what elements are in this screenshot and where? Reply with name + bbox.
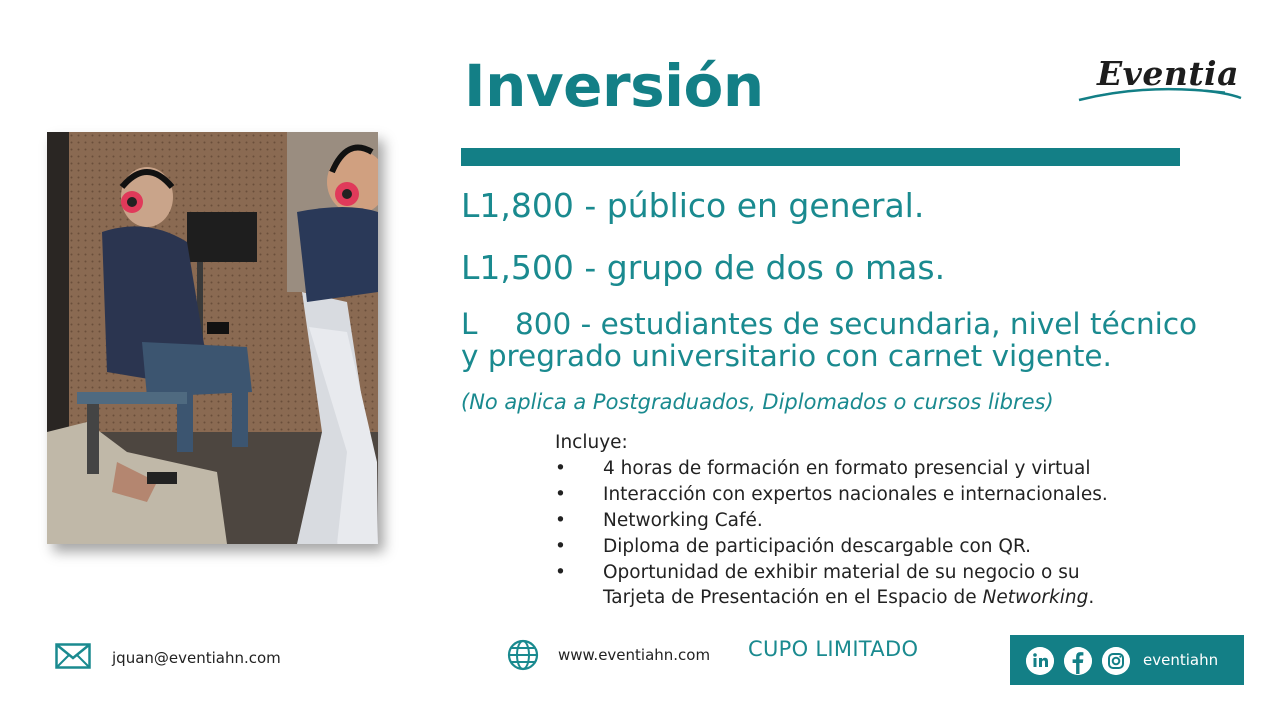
- include-item-text: Oportunidad de exhibir material de su negocio o su: [603, 562, 1080, 583]
- price-students: [461, 308, 1197, 372]
- include-item-text: Diploma de participación descargable con QR.: [603, 536, 1032, 557]
- networking-emphasis: Networking: [982, 587, 1089, 608]
- include-item-text: Tarjeta de Presentación en el Espacio de: [603, 587, 983, 608]
- bullet: •: [555, 562, 566, 583]
- include-item-text: Networking Café.: [603, 510, 763, 531]
- social-handle[interactable]: eventiahn: [1143, 651, 1219, 669]
- social-bar: [1010, 635, 1244, 685]
- includes-heading: Incluye:: [555, 432, 628, 453]
- price-students-line1: L 800 - estudiantes de secundaria, nivel técnico: [461, 307, 1198, 341]
- globe-icon: [507, 639, 539, 671]
- price-group: L1,500 - grupo de dos o mas.: [461, 248, 946, 287]
- title-divider-bar: [461, 148, 1180, 166]
- facebook-icon[interactable]: [1064, 647, 1092, 675]
- contact-email[interactable]: jquan@eventiahn.com: [112, 649, 281, 667]
- logo-text: Eventia: [1097, 54, 1239, 93]
- bullet: •: [555, 510, 566, 531]
- event-photo: [47, 132, 378, 544]
- bullet: •: [555, 536, 566, 557]
- linkedin-icon[interactable]: [1026, 647, 1054, 675]
- price-general: L1,800 - público en general.: [461, 186, 925, 225]
- bullet: •: [555, 458, 566, 479]
- include-item-text: 4 horas de formación en formato presencial y virtual: [603, 458, 1091, 479]
- cupo-limitado-label: CUPO LIMITADO: [748, 637, 919, 661]
- include-item-text: Interacción con expertos nacionales e internacionales.: [603, 484, 1108, 505]
- period: .: [1088, 587, 1095, 608]
- website-link[interactable]: www.eventiahn.com: [558, 646, 711, 664]
- bullet: •: [555, 484, 566, 505]
- price-students-line2: y pregrado universitario con carnet vigente.: [461, 339, 1112, 373]
- page-title: Inversión: [464, 52, 764, 120]
- price-note: (No aplica a Postgraduados, Diplomados o cursos libres): [461, 390, 1054, 414]
- eventia-logo: [1075, 52, 1245, 112]
- logo-swoosh: [1075, 52, 1245, 112]
- mail-icon: [55, 643, 91, 669]
- instagram-icon[interactable]: [1102, 647, 1130, 675]
